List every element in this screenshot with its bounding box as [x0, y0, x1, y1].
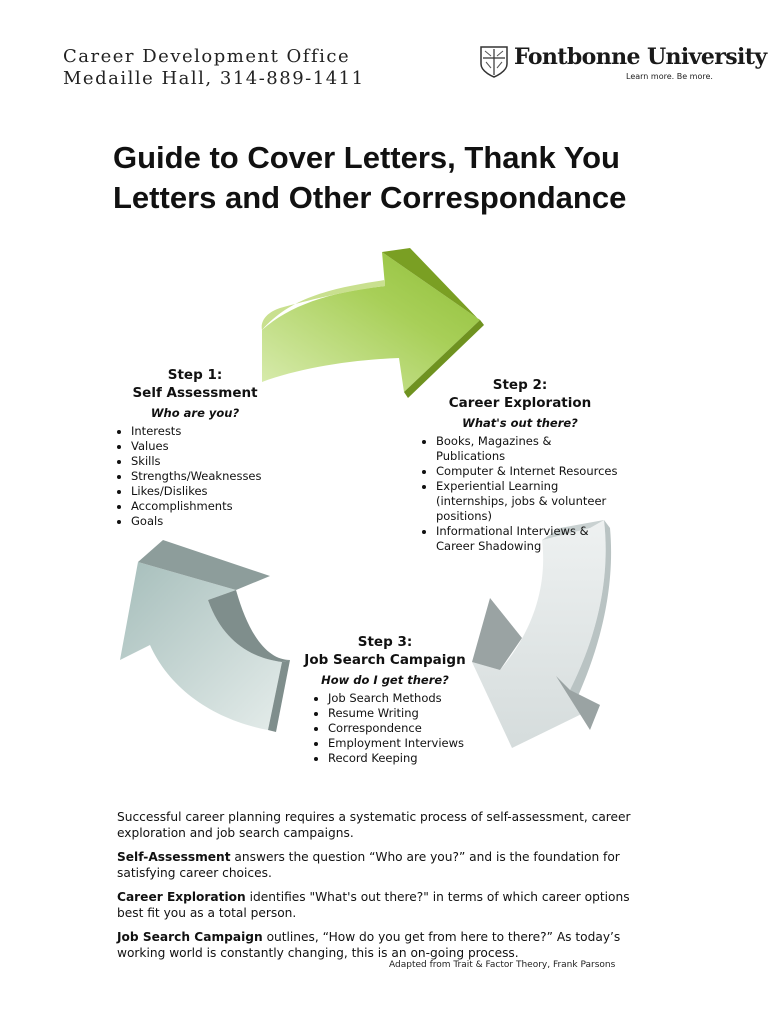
list-item: • Interests [131, 424, 275, 439]
list-item: • Computer & Internet Resources [436, 464, 620, 479]
list-item: • Strengths/Weaknesses [131, 469, 275, 484]
list-item: • Goals [131, 514, 275, 529]
step-2-panel [420, 376, 620, 554]
logo-name: Fontbonne University [514, 44, 767, 70]
self-assessment-paragraph [117, 849, 657, 881]
job-search-text: outlines, “How do you get from here to there?” As today’s working world is constantly changing, this is an on-going process. [117, 930, 621, 960]
office-address: Medaille Hall, 314-889-1411 [63, 68, 365, 89]
step-2-title: Career Exploration [448, 395, 592, 411]
term-self-assessment: Self-Assessment [117, 850, 231, 864]
list-item: • Resume Writing [328, 706, 470, 721]
logo-tagline: Learn more. Be more. [626, 72, 713, 81]
step-2-heading [420, 376, 620, 412]
career-exploration-paragraph [117, 889, 657, 921]
list-item: • Accomplishments [131, 499, 275, 514]
list-item: • Experiential Learning (internships, jobs & volunteer positions) [436, 479, 620, 524]
gray-arrow [472, 520, 611, 748]
list-item: • Job Search Methods [328, 691, 470, 706]
teal-arrow [120, 540, 290, 732]
body-text [117, 809, 657, 969]
term-career-exploration: Career Exploration [117, 890, 246, 904]
step-3-panel [300, 633, 470, 766]
list-item: • Skills [131, 454, 275, 469]
career-exploration-text: identifies "What's out there?" in terms of which career options best fit you as a total person. [117, 890, 630, 920]
step-1-heading [115, 366, 275, 402]
intro-paragraph: Successful career planning requires a systematic process of self-assessment, career exploration and job search campaigns. [117, 810, 631, 840]
step-1-number: Step 1: [167, 367, 223, 383]
source-credit: Adapted from Trait & Factor Theory, Frank Parsons [389, 960, 616, 970]
step-1-list [115, 424, 275, 529]
job-search-paragraph [117, 929, 657, 961]
title-line-1: Guide to Cover Letters, Thank You [113, 140, 620, 175]
step-1-title: Self Assessment [132, 385, 258, 401]
step-3-question: How do I get there? [321, 673, 449, 687]
step-2-question: What's out there? [462, 416, 578, 430]
step-3-title: Job Search Campaign [304, 652, 466, 668]
term-job-search-campaign: Job Search Campaign [117, 930, 263, 944]
step-2-list [420, 434, 620, 554]
step-3-list [300, 691, 470, 766]
step-2-number: Step 2: [492, 377, 548, 393]
step-1-question: Who are you? [150, 406, 240, 420]
list-item: • Informational Interviews & Career Shadowing [436, 524, 620, 554]
list-item: • Employment Interviews [328, 736, 470, 751]
list-item: • Books, Magazines & Publications [436, 434, 620, 464]
step-1-panel [115, 366, 275, 529]
list-item: • Likes/Dislikes [131, 484, 275, 499]
list-item: • Correspondence [328, 721, 470, 736]
step-3-heading [300, 633, 470, 669]
list-item: • Values [131, 439, 275, 454]
office-name: Career Development Office [63, 46, 351, 67]
list-item: • Record Keeping [328, 751, 470, 766]
self-assessment-text: answers the question “Who are you?” and is the foundation for satisfying career choices. [117, 850, 620, 880]
title-line-2: Letters and Other Correspondance [113, 180, 627, 215]
step-3-number: Step 3: [357, 634, 413, 650]
